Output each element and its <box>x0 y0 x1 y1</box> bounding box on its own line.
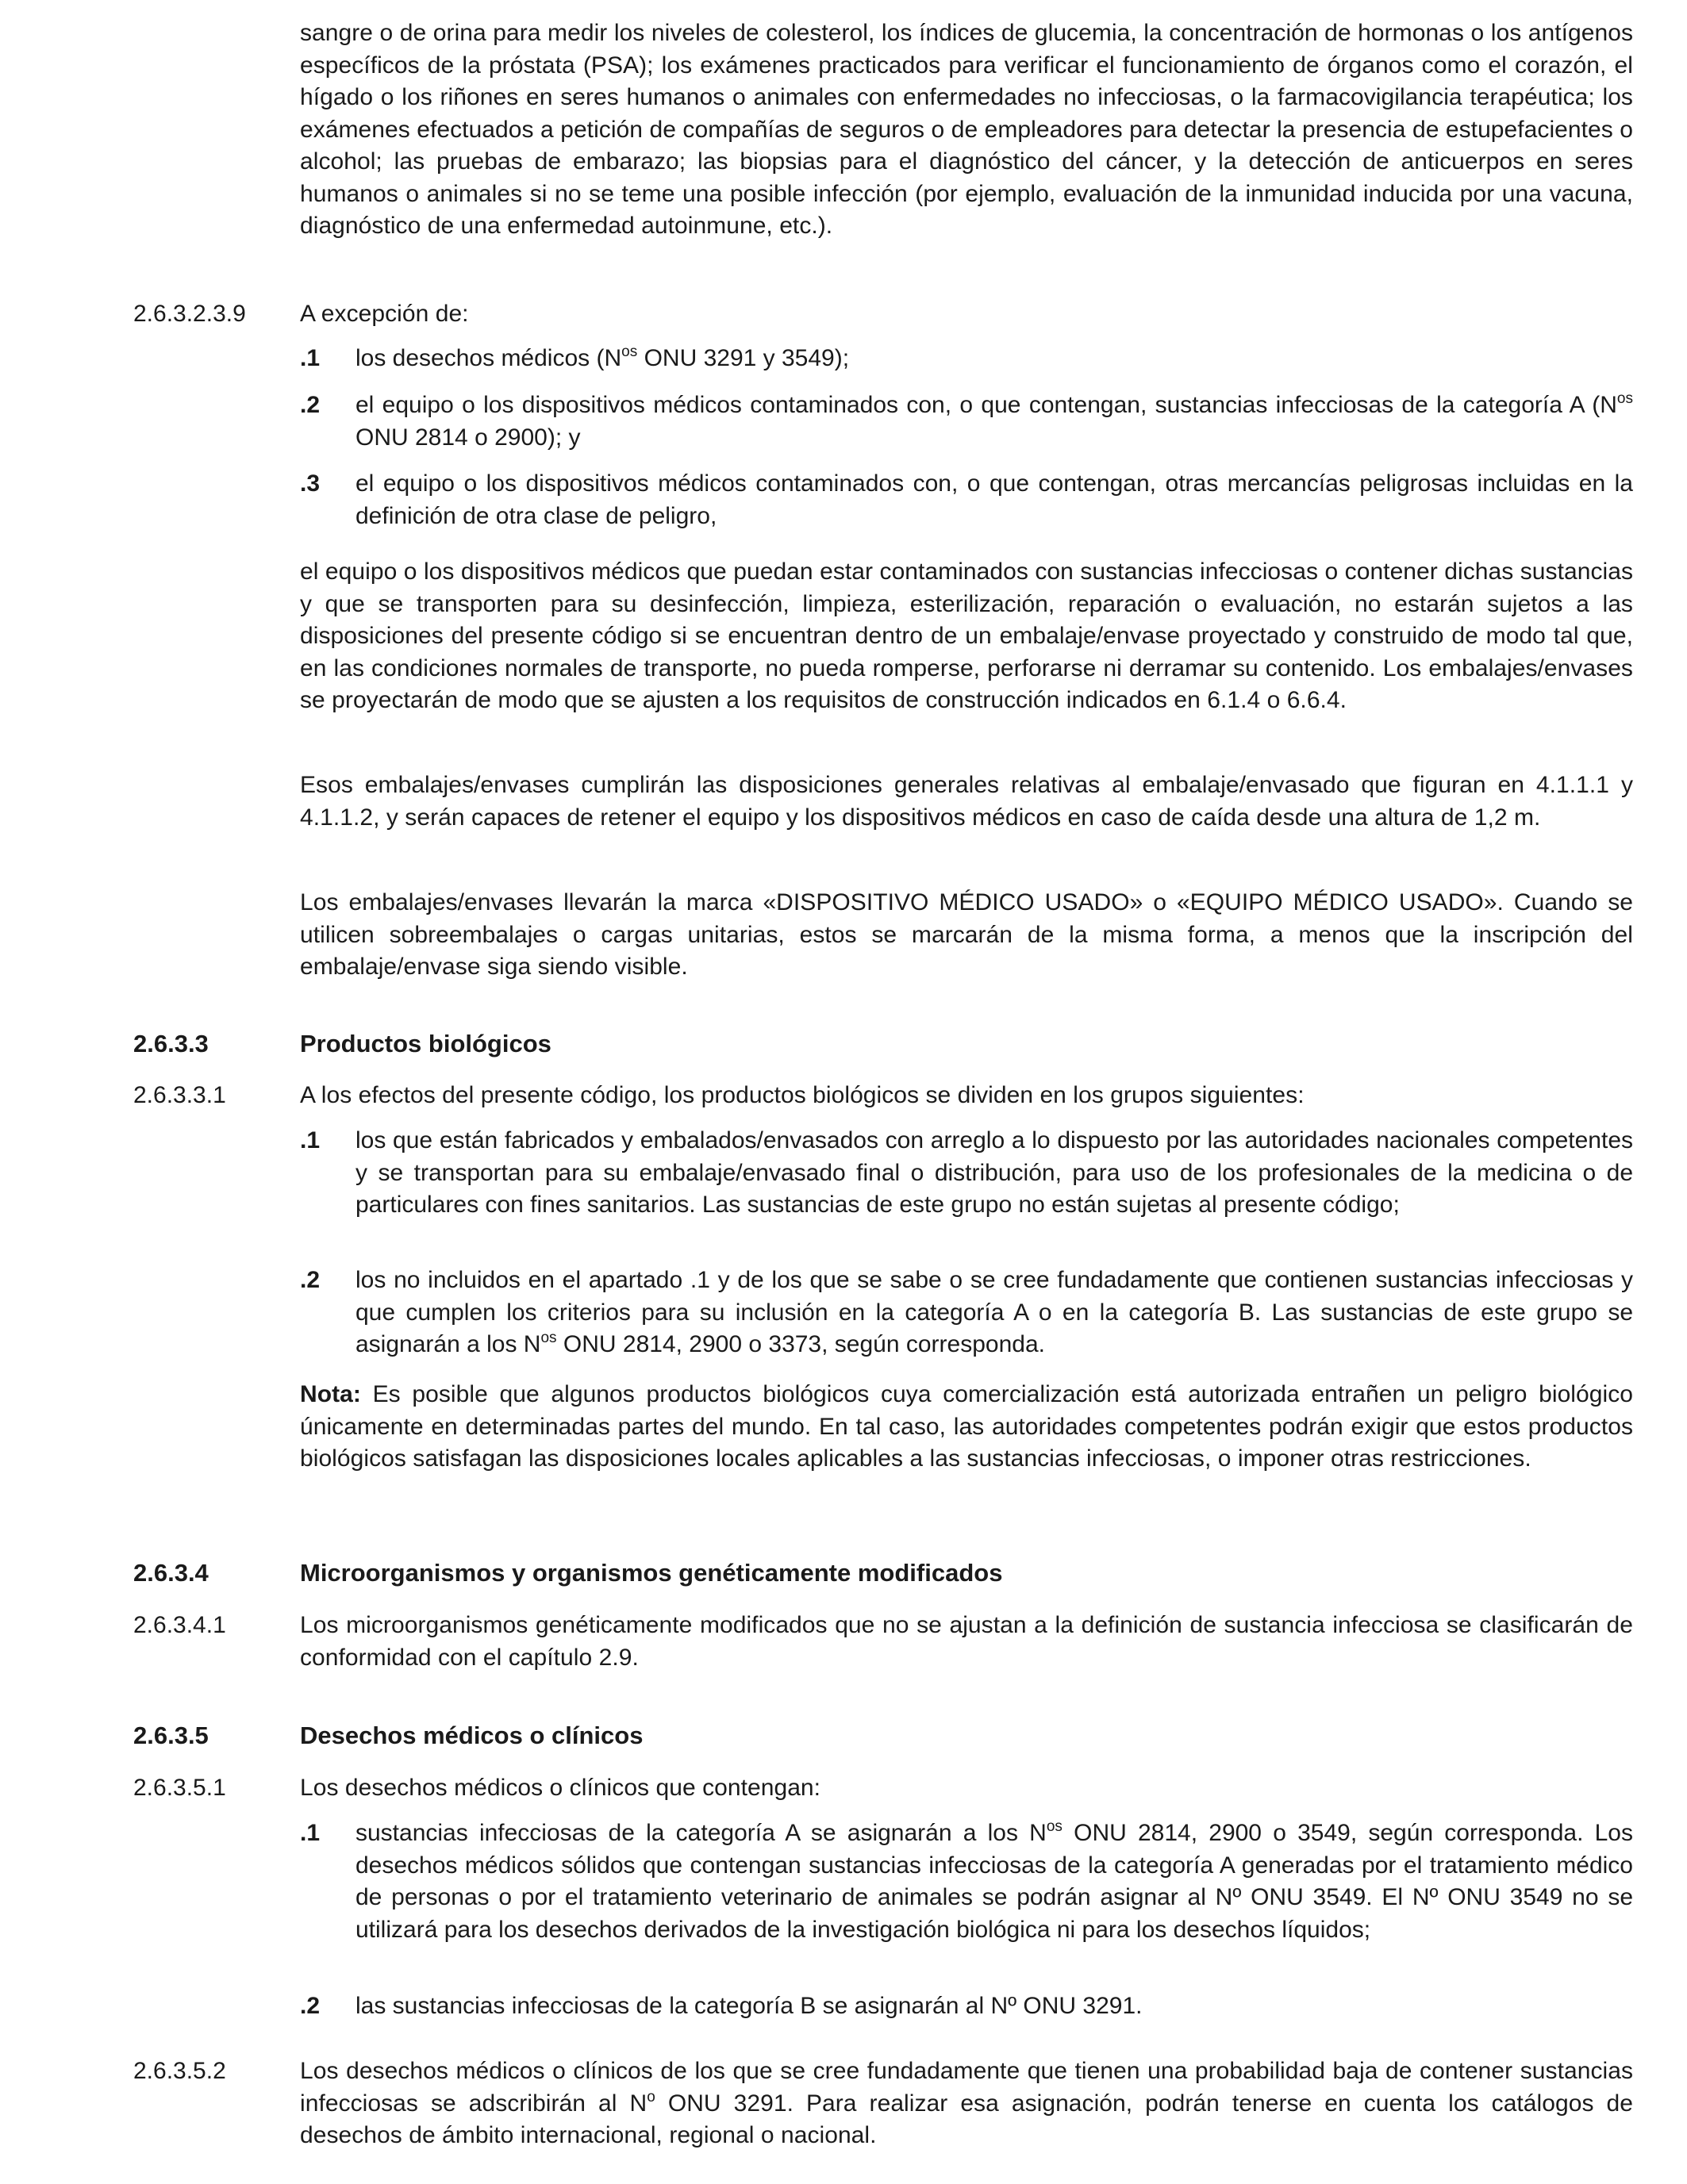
section-heading-number: 2.6.3.5 <box>133 1721 209 1749</box>
list-marker: .2 <box>300 392 321 418</box>
paragraph-text: sangre o de orina para medir los niveles de colesterol, los índices de glucemia, la concentración de hormonas o los antígenos específicos de la próstata (PSA); los exámenes practicados para verificar el funcionamiento de órganos como el corazón, el hígado o los riñones en seres humanos o animales con enfermedades no infecciosas, o la farmacovigilancia terapéutica; los exámenes efectuados a petición de compañías de seguros o de empleadores para detectar la presencia de estupefacientes o alcohol; las pruebas de embarazo; las biopsias para el diagnóstico del cáncer, y la detección de anticuerpos en seres humanos o animales si no se teme una posible infección (por ejemplo, evaluación de la inmunidad inducida por una vacuna, diagnóstico de una enfermedad autoinmune, etc.). <box>300 20 1633 239</box>
lead-text: A excepción de: <box>300 301 469 327</box>
note-label: Nota: <box>300 1381 361 1407</box>
list-item-text: los no incluidos en el apartado .1 y de los que se sabe o se cree fundadamente que contienen sustancias infecciosas y que cumplen los criterios para su inclusión en la categoría A o en la categoría B. Las sustancias de este grupo se asignarán a los $N^{os}$ ONU 2814, 2900 o 3373, según corresponda. <box>355 1267 1633 1357</box>
paragraph-text: el equipo o los dispositivos médicos que puedan estar contaminados con sustancias infecciosas o contener dichas sustancias y que se transporten para su desinfección, limpieza, esterilización, reparación o evaluación, no estarán sujetos a las disposiciones del presente código si se encuentran dentro de un embalaje/envase proyectado y construido de modo tal que, en las condiciones normales de transporte, no pueda romperse, perforarse ni derramar su contenido. Los embalajes/envases se proyectarán de modo que se ajusten a los requisitos de construcción indicados en 6.1.4 o 6.6.4. <box>300 558 1633 713</box>
list-item <box>300 1990 1633 2023</box>
list-item-text: sustancias infecciosas de la categoría A se asignarán a los $N^{os}$ ONU 2814, 2900 o 3549, según corresponda. Los desechos médicos sólidos que contengan sustancias infecciosas de la categoría A generadas por el tratamiento médico de personas o por el tratamiento veterinario de animales se podrán asignar al Nº ONU 3549. El Nº ONU 3549 no se utilizará para los desechos derivados de la investigación biológica ni para los desechos líquidos; <box>355 1818 1633 1943</box>
list-item-text: los que están fabricados y embalados/envasados con arreglo a lo dispuesto por las autoridades nacionales competentes y se transportan para su embalaje/envasado final o distribución, para uso de los profesionales de la medicina o de particulares con fines sanitarios. Las sustancias de este grupo no están sujetas al presente código; <box>355 1127 1633 1218</box>
section-heading-number: 2.6.3.3 <box>133 1030 209 1057</box>
section-heading-title: Productos biológicos <box>300 1030 551 1057</box>
list-marker: .3 <box>300 470 321 497</box>
section-lead <box>300 1080 1633 1112</box>
list-marker: .1 <box>300 345 321 371</box>
section-heading-title: Desechos médicos o clínicos <box>300 1721 644 1749</box>
list-item <box>300 1265 1633 1361</box>
list-item <box>300 343 1633 375</box>
section-heading-title: Microorganismos y organismos genéticamente modificados <box>300 1559 1003 1587</box>
list-item-text: el equipo o los dispositivos médicos contaminados con, o que contengan, otras mercancías peligrosas incluidas en la definición de otra clase de peligro, <box>355 470 1633 529</box>
intro-paragraph <box>300 17 1633 243</box>
paragraph-text: Los embalajes/envases llevarán la marca «DISPOSITIVO MÉDICO USADO» o «EQUIPO MÉDICO USADO». Cuando se utilicen sobreembalajes o cargas unitarias, estos se marcarán de la misma forma, a menos que la inscripción del embalaje/envase siga siendo visible. <box>300 889 1633 980</box>
section-number: 2.6.3.5.1 <box>133 1775 226 1801</box>
note-text: Nota: Es posible que algunos productos biológicos cuya comercialización está autorizada entrañen un peligro biológico únicamente en determinadas partes del mundo. En tal caso, las autoridades competentes podrán exigir que estos productos biológicos satisfagan las disposiciones locales aplicables a las sustancias infecciosas, o imponer otras restricciones. <box>300 1381 1633 1472</box>
lead-text: A los efectos del presente código, los productos biológicos se dividen en los grupos siguientes: <box>300 1082 1305 1108</box>
list-item <box>300 1817 1633 1946</box>
paragraph-text: Los desechos médicos o clínicos de los que se cree fundadamente que tienen una probabilidad baja de contener sustancias infecciosas se adscribirán al $N^o$ ONU 3291. Para realizar esa asignación, podrán tenerse en cuenta los catálogos de desechos de ámbito internacional, regional o nacional. <box>300 2058 1633 2148</box>
list-marker: .1 <box>300 1127 321 1153</box>
list-item <box>300 468 1633 532</box>
list-item-text: el equipo o los dispositivos médicos contaminados con, o que contengan, sustancias infecciosas de la categoría A ($N^{os}$ ONU 2814 o 2900); y <box>355 390 1633 451</box>
list-marker: .2 <box>300 1267 321 1293</box>
list-item <box>300 1125 1633 1222</box>
list-marker: .1 <box>300 1820 321 1846</box>
section-number: 2.6.3.3.1 <box>133 1082 226 1108</box>
paragraph <box>300 770 1633 834</box>
list-item-text: las sustancias infecciosas de la categoría B se asignarán al Nº ONU 3291. <box>355 1993 1143 2019</box>
paragraph <box>300 1610 1633 1674</box>
paragraph <box>300 887 1633 984</box>
lead-text: Los desechos médicos o clínicos que contengan: <box>300 1775 821 1801</box>
list-item-text: los desechos médicos ($N^{os}$ ONU 3291 y 3549); <box>355 344 850 371</box>
section-number: 2.6.3.5.2 <box>133 2058 226 2084</box>
list-marker: .2 <box>300 1993 321 2019</box>
paragraph <box>300 556 1633 717</box>
paragraph <box>300 2055 1633 2152</box>
section-heading-number: 2.6.3.4 <box>133 1559 209 1587</box>
section-lead <box>300 298 1633 331</box>
section-number: 2.6.3.4.1 <box>133 1612 226 1638</box>
section-number: 2.6.3.2.3.9 <box>133 301 246 327</box>
paragraph-text: Los microorganismos genéticamente modificados que no se ajustan a la definición de sustancia infecciosa se clasificarán de conformidad con el capítulo 2.9. <box>300 1612 1633 1671</box>
section-lead <box>300 1772 1633 1805</box>
note <box>300 1379 1633 1476</box>
paragraph-text: Esos embalajes/envases cumplirán las disposiciones generales relativas al embalaje/envasado que figuran en 4.1.1.1 y 4.1.1.2, y serán capaces de retener el equipo y los dispositivos médicos en caso de caída desde una altura de 1,2 m. <box>300 772 1633 831</box>
list-item <box>300 390 1633 454</box>
